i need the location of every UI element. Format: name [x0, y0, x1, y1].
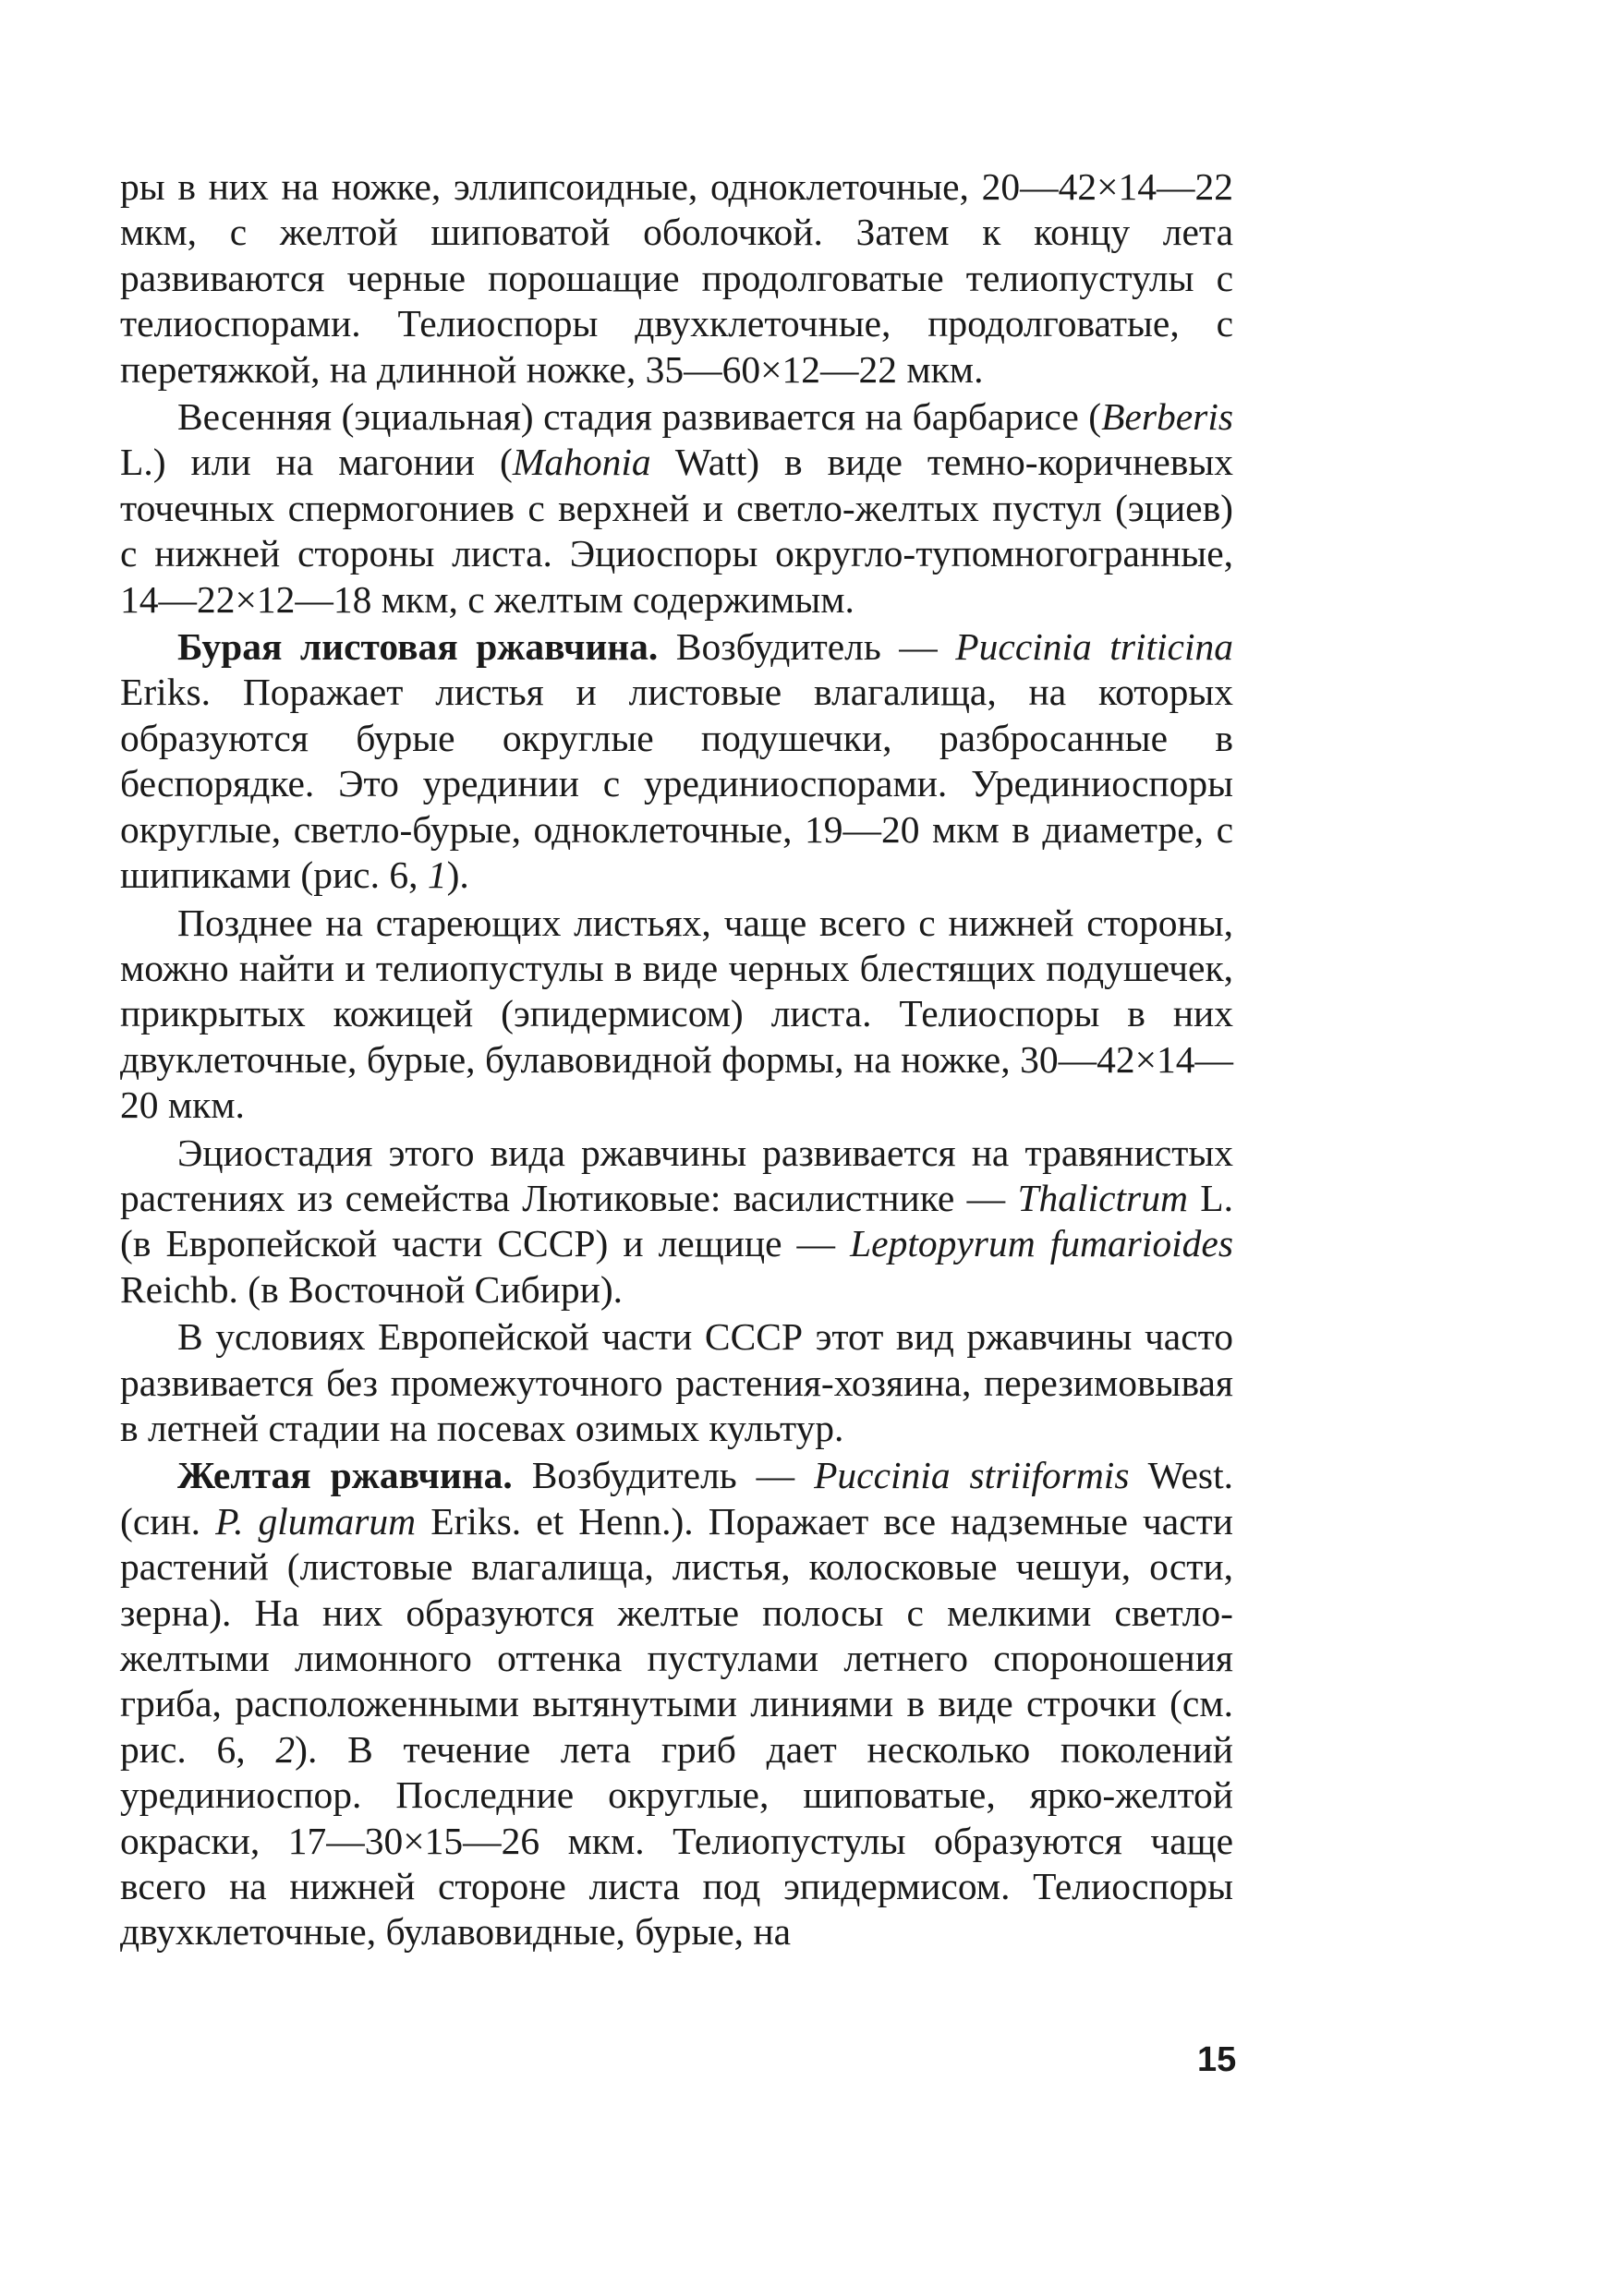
- text-run: Весенняя (эциальная) стадия развивается на барбарисе (: [177, 395, 1102, 439]
- text-run: L.) или на магонии (: [120, 441, 513, 484]
- text-run: Позднее на стареющих листьях, чаще всего с нижней стороны, можно найти и телиопустулы в виде черных блестящих подушечек, прикрытых кожицей (эпидермисом) листа. Телиоспоры в них двуклеточные, бурые, булавовидной формы, на ножке, 30—42×14—20 мкм.: [120, 901, 1233, 1127]
- section-heading: Бурая листовая ржавчина.: [177, 625, 659, 669]
- text-run: Reichb. (в Восточной Сибири).: [120, 1267, 624, 1311]
- text-run: ). В течение лета гриб дает несколько поколений урединиоспор. Последние округлые, шиповатые, ярко-желтой окраски, 17—30×15—26 мкм. Телиопустулы образуются чаще всего на нижней стороне листа под эпидермисом. Телиоспоры двухклеточные, булавовидные, бурые, на: [120, 1727, 1233, 1954]
- italic-term: 1: [427, 853, 447, 897]
- section-heading: Желтая ржавчина.: [177, 1454, 513, 1497]
- paragraph-p2: [120, 394, 1233, 623]
- page-body: [120, 164, 1233, 1955]
- text-run: ).: [446, 853, 469, 897]
- text-run: Эциостадия этого вида ржавчины развивается на травянистых растениях из семейства Лютиковые: василистнике —: [120, 1131, 1233, 1219]
- paragraph-p6: [120, 1314, 1233, 1451]
- italic-term: Leptopyrum fumarioides: [850, 1222, 1233, 1265]
- italic-term: Puccinia striiformis: [814, 1454, 1130, 1497]
- text-run: Возбудитель —: [658, 625, 956, 669]
- italic-term: Thalictrum: [1017, 1176, 1188, 1219]
- text-run: Watt) в виде темно-коричневых точечных спермогониев с верхней и светло-желтых пустул (эциев) с нижней стороны листа. Эциоспоры округло-тупомногогранные, 14—22×12—18 мкм, с желтым содержимым.: [120, 441, 1234, 621]
- text-run: L. (в Европейской части СССР) и лещице —: [120, 1176, 1233, 1265]
- paragraph-p5: [120, 1131, 1233, 1313]
- text-run: В условиях Европейской части СССР этот вид ржавчины часто развивается без промежуточного растения-хозяина, перезимовывая в летней стадии на посевах озимых культур.: [120, 1315, 1233, 1449]
- italic-term: 2: [275, 1727, 296, 1771]
- text-run: Возбудитель —: [512, 1454, 815, 1497]
- paragraph-yellow-rust: [120, 1453, 1233, 1954]
- italic-term: Mahonia: [512, 441, 651, 484]
- italic-term: Puccinia triticina: [955, 625, 1234, 669]
- paragraph-p1: [120, 164, 1233, 393]
- text-run: West. (син.: [120, 1454, 1233, 1543]
- paragraph-brown-leaf-rust: [120, 624, 1233, 898]
- paragraph-p4: [120, 901, 1233, 1129]
- text-run: ры в них на ножке, эллипсоидные, одноклеточные, 20—42×14—22 мкм, с желтой шиповатой оболочкой. Затем к концу лета развиваются черные порошащие продолговатые телиопустулы с телиоспорами. Телиоспоры двухклеточные, продолговатые, с перетяжкой, на длинной ножке, 35—60×12—22 мкм.: [120, 165, 1233, 391]
- italic-term: Berberis: [1101, 395, 1233, 439]
- text-run: Eriks. et Henn.). Поражает все надземные части растений (листовые влагалища, листья, колосковые чешуи, ости, зерна). На них образуются желтые полосы с мелкими светло-желтыми лимонного оттенка пустулами летнего спороношения гриба, расположенными вытянутыми линиями в виде строчки (см. рис. 6,: [120, 1499, 1233, 1771]
- text-run: Eriks. Поражает листья и листовые влагалища, на которых образуются бурые округлые подушечки, разбросанные в беспорядке. Это урединии с урединиоспорами. Урединиоспоры округлые, светло-бурые, одноклеточные, 19—20 мкм в диаметре, с шипиками (рис. 6,: [120, 671, 1233, 897]
- page-number: 15: [1197, 2040, 1237, 2079]
- italic-term: P. glumarum: [215, 1499, 417, 1543]
